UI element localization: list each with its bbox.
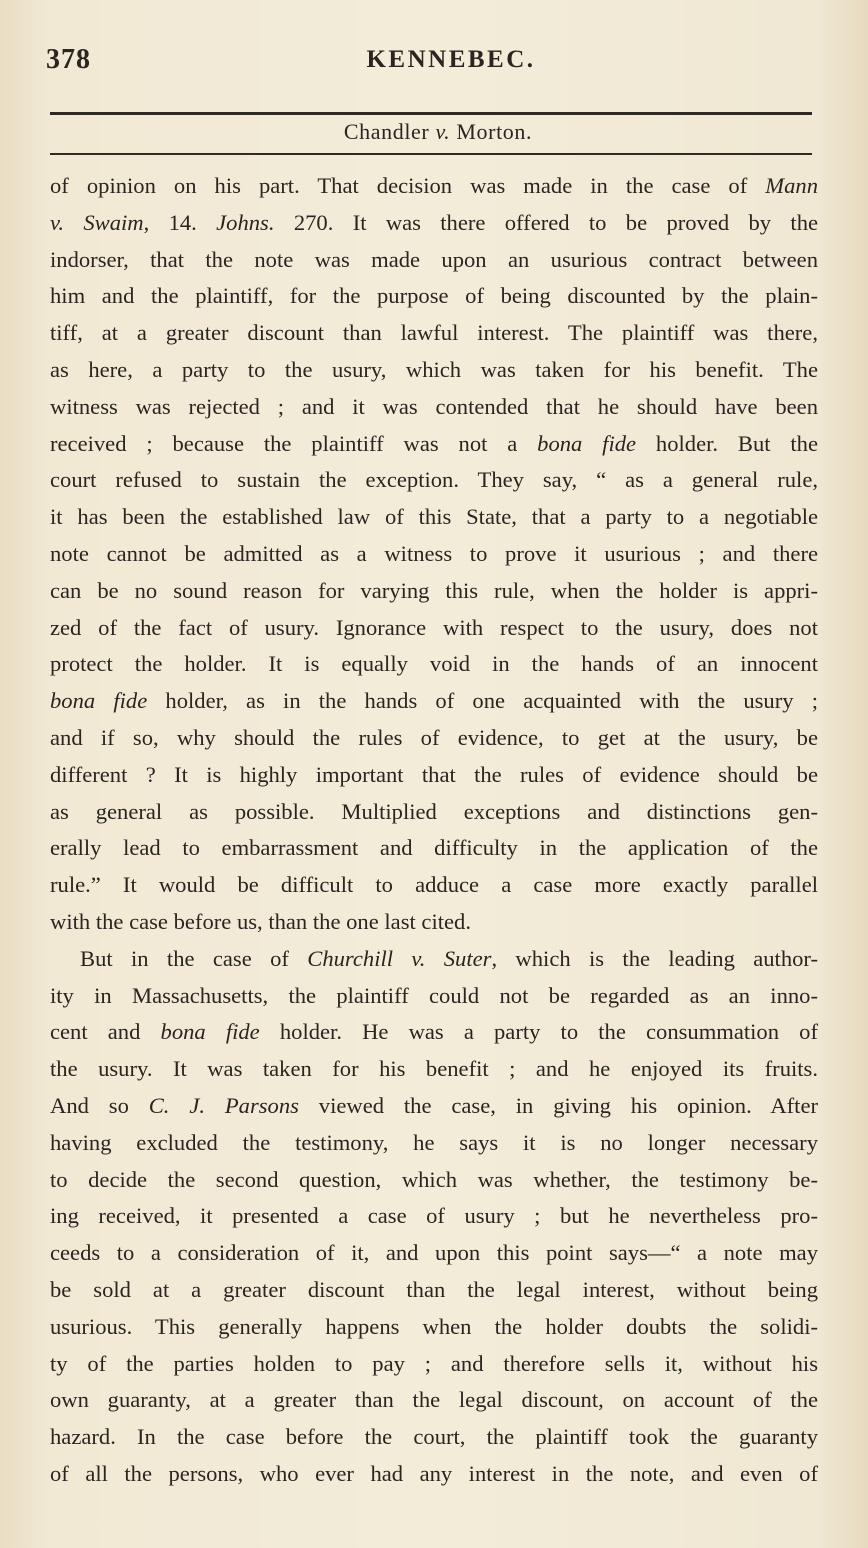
text-line: the usury. It was taken for his benefit ; and he enjoyed its fruits. <box>50 1056 818 1082</box>
italic-text: C. J. Parsons <box>148 1092 299 1118</box>
text-line: received ; because the plaintiff was not a bona fide holder. But the <box>50 430 818 456</box>
text-line: be sold at a greater discount than the legal interest, without being <box>50 1276 818 1302</box>
text-line: having excluded the testimony, he says it is no longer necessary <box>50 1129 818 1155</box>
text-line: of all the persons, who ever had any interest in the note, and even of <box>50 1460 818 1486</box>
running-head <box>46 44 816 84</box>
italic-text: Johns. <box>216 209 275 235</box>
text-line: as general as possible. Multiplied exceptions and distinctions gen- <box>50 798 818 824</box>
text-line: court refused to sustain the exception. They say, “ as a general rule, <box>50 467 818 493</box>
text-line: bona fide holder, as in the hands of one acquainted with the usury ; <box>50 688 819 714</box>
italic-text: bona fide <box>160 1019 260 1045</box>
paragraph <box>50 168 818 941</box>
text-line: note cannot be admitted as a witness to prove it usurious ; and there <box>50 540 818 566</box>
body-text <box>50 168 818 1493</box>
text-line: rule.” It would be difficult to adduce a case more exactly parallel <box>50 872 818 898</box>
text-line: different ? It is highly important that the rules of evidence should be <box>50 761 818 787</box>
text-line: own guaranty, at a greater than the legal discount, on account of the <box>50 1387 818 1413</box>
text-line: v. Swaim, 14. Johns. 270. It was there offered to be proved by the <box>50 209 819 235</box>
text-line: and if so, why should the rules of evidence, to get at the usury, be <box>50 724 818 750</box>
text-line: it has been the established law of this State, that a party to a negotiable <box>50 504 818 530</box>
page-number: 378 <box>46 44 91 75</box>
bottom-rule <box>50 153 812 155</box>
text-line: protect the holder. It is equally void in the hands of an innocent <box>50 651 818 677</box>
top-rule <box>50 112 812 115</box>
running-head-title: KENNEBEC. <box>366 46 536 73</box>
text-line: And so C. J. Parsons viewed the case, in giving his opinion. After <box>50 1092 819 1118</box>
text-line: with the case before us, than the one last cited. <box>50 908 471 934</box>
italic-text: Churchill v. Suter <box>307 945 492 971</box>
text-line: tiff, at a greater discount than lawful interest. The plaintiff was there, <box>50 320 818 346</box>
text-line: of opinion on his part. That decision was made in the case of Mann <box>50 173 818 198</box>
italic-text: Mann <box>765 173 818 198</box>
text-line: ceeds to a consideration of it, and upon this point says—“ a note may <box>50 1240 818 1266</box>
text-line: indorser, that the note was made upon an usurious contract between <box>50 246 818 272</box>
text-line: zed of the fact of usury. Ignorance with respect to the usury, does not <box>50 614 818 640</box>
text-line: can be no sound reason for varying this rule, when the holder is appri- <box>50 577 818 603</box>
italic-text: bona fide <box>50 688 148 714</box>
text-line: hazard. In the case before the court, the plaintiff took the guaranty <box>50 1424 818 1450</box>
text-line: him and the plaintiff, for the purpose of being discounted by the plain- <box>50 283 818 309</box>
paragraph <box>50 941 818 1493</box>
text-line: witness was rejected ; and it was contended that he should have been <box>50 393 818 419</box>
text-line: ing received, it presented a case of usury ; but he nevertheless pro- <box>50 1203 818 1229</box>
case-heading: Chandler v. Morton. <box>343 119 533 144</box>
text-line: as here, a party to the usury, which was taken for his benefit. The <box>50 356 818 382</box>
text-line: But in the case of Churchill v. Suter, which is the leading author- <box>80 945 819 971</box>
italic-text: v. Swaim <box>50 209 144 235</box>
text-line: cent and bona fide holder. He was a party to the consummation of <box>50 1019 818 1045</box>
text-line: ity in Massachusetts, the plaintiff could not be regarded as an inno- <box>50 982 818 1008</box>
italic-text: bona fide <box>537 430 637 456</box>
text-line: to decide the second question, which was whether, the testimony be- <box>50 1166 818 1192</box>
text-line: erally lead to embarrassment and difficulty in the application of the <box>50 835 818 861</box>
text-line: ty of the parties holden to pay ; and therefore sells it, without his <box>50 1350 818 1376</box>
text-line: usurious. This generally happens when the holder doubts the solidi- <box>50 1313 818 1339</box>
